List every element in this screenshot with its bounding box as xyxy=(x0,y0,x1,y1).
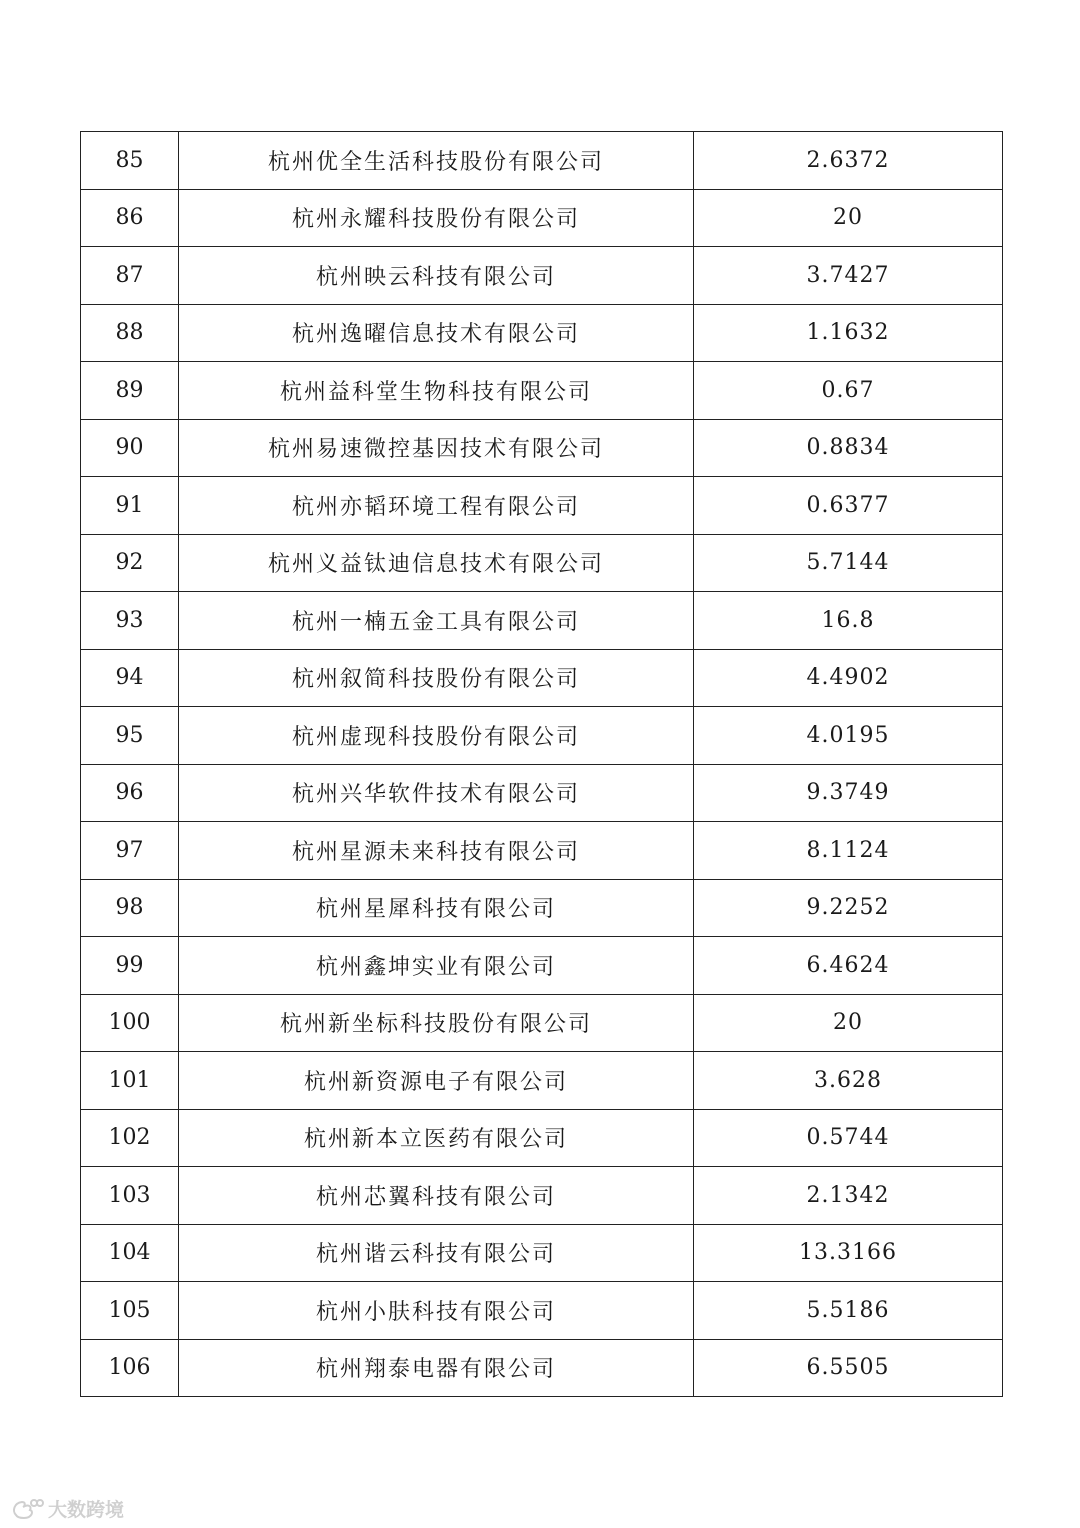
row-index-cell: 101 xyxy=(81,1052,179,1110)
row-index-cell: 91 xyxy=(81,477,179,535)
company-name-cell: 杭州星犀科技有限公司 xyxy=(179,879,694,937)
value-cell: 6.5505 xyxy=(694,1339,1003,1397)
value-cell: 1.1632 xyxy=(694,304,1003,362)
table-row xyxy=(81,707,1003,765)
value-cell: 8.1124 xyxy=(694,822,1003,880)
value-cell: 9.2252 xyxy=(694,879,1003,937)
value-cell: 0.6377 xyxy=(694,477,1003,535)
company-table xyxy=(80,131,1003,1397)
value-cell: 4.4902 xyxy=(694,649,1003,707)
table-row xyxy=(81,764,1003,822)
value-cell: 5.5186 xyxy=(694,1282,1003,1340)
value-cell: 0.5744 xyxy=(694,1109,1003,1167)
row-index-cell: 100 xyxy=(81,994,179,1052)
company-name-cell: 杭州一楠五金工具有限公司 xyxy=(179,592,694,650)
row-index-cell: 99 xyxy=(81,937,179,995)
table-row xyxy=(81,1109,1003,1167)
table-row xyxy=(81,1224,1003,1282)
row-index-cell: 92 xyxy=(81,534,179,592)
table-row xyxy=(81,419,1003,477)
row-index-cell: 96 xyxy=(81,764,179,822)
watermark-text: 大数跨境 xyxy=(48,1499,125,1521)
row-index-cell: 97 xyxy=(81,822,179,880)
table-row xyxy=(81,1282,1003,1340)
table-row xyxy=(81,362,1003,420)
row-index-cell: 95 xyxy=(81,707,179,765)
row-index-cell: 89 xyxy=(81,362,179,420)
table-row xyxy=(81,1339,1003,1397)
value-cell: 6.4624 xyxy=(694,937,1003,995)
row-index-cell: 105 xyxy=(81,1282,179,1340)
company-name-cell: 杭州小肤科技有限公司 xyxy=(179,1282,694,1340)
company-name-cell: 杭州新坐标科技股份有限公司 xyxy=(179,994,694,1052)
value-cell: 0.8834 xyxy=(694,419,1003,477)
table-row xyxy=(81,592,1003,650)
table-row xyxy=(81,994,1003,1052)
table-row xyxy=(81,1167,1003,1225)
table-row xyxy=(81,649,1003,707)
table-row xyxy=(81,937,1003,995)
row-index-cell: 94 xyxy=(81,649,179,707)
row-index-cell: 87 xyxy=(81,247,179,305)
company-name-cell: 杭州优全生活科技股份有限公司 xyxy=(179,132,694,190)
watermark xyxy=(10,1495,124,1522)
value-cell: 13.3166 xyxy=(694,1224,1003,1282)
company-name-cell: 杭州新资源电子有限公司 xyxy=(179,1052,694,1110)
company-name-cell: 杭州兴华软件技术有限公司 xyxy=(179,764,694,822)
value-cell: 2.6372 xyxy=(694,132,1003,190)
table-row xyxy=(81,477,1003,535)
row-index-cell: 98 xyxy=(81,879,179,937)
company-name-cell: 杭州永耀科技股份有限公司 xyxy=(179,189,694,247)
company-name-cell: 杭州亦韬环境工程有限公司 xyxy=(179,477,694,535)
company-name-cell: 杭州芯翼科技有限公司 xyxy=(179,1167,694,1225)
company-name-cell: 杭州易速微控基因技术有限公司 xyxy=(179,419,694,477)
value-cell: 3.7427 xyxy=(694,247,1003,305)
company-name-cell: 杭州星源未来科技有限公司 xyxy=(179,822,694,880)
table-body xyxy=(81,132,1003,1397)
row-index-cell: 104 xyxy=(81,1224,179,1282)
company-name-cell: 杭州益科堂生物科技有限公司 xyxy=(179,362,694,420)
table-row xyxy=(81,247,1003,305)
value-cell: 3.628 xyxy=(694,1052,1003,1110)
company-name-cell: 杭州鑫坤实业有限公司 xyxy=(179,937,694,995)
company-name-cell: 杭州映云科技有限公司 xyxy=(179,247,694,305)
row-index-cell: 88 xyxy=(81,304,179,362)
row-index-cell: 103 xyxy=(81,1167,179,1225)
company-name-cell: 杭州叙简科技股份有限公司 xyxy=(179,649,694,707)
row-index-cell: 102 xyxy=(81,1109,179,1167)
table-row xyxy=(81,879,1003,937)
company-name-cell: 杭州虚现科技股份有限公司 xyxy=(179,707,694,765)
table-row xyxy=(81,534,1003,592)
value-cell: 20 xyxy=(694,189,1003,247)
table-row xyxy=(81,1052,1003,1110)
company-name-cell: 杭州谐云科技有限公司 xyxy=(179,1224,694,1282)
value-cell: 5.7144 xyxy=(694,534,1003,592)
value-cell: 2.1342 xyxy=(694,1167,1003,1225)
weibo-logo-icon xyxy=(10,1497,44,1521)
value-cell: 9.3749 xyxy=(694,764,1003,822)
row-index-cell: 93 xyxy=(81,592,179,650)
value-cell: 0.67 xyxy=(694,362,1003,420)
row-index-cell: 90 xyxy=(81,419,179,477)
company-name-cell: 杭州新本立医药有限公司 xyxy=(179,1109,694,1167)
company-name-cell: 杭州逸曜信息技术有限公司 xyxy=(179,304,694,362)
company-name-cell: 杭州翔泰电器有限公司 xyxy=(179,1339,694,1397)
table-row xyxy=(81,132,1003,190)
company-name-cell: 杭州义益钛迪信息技术有限公司 xyxy=(179,534,694,592)
table-row xyxy=(81,304,1003,362)
table-row xyxy=(81,189,1003,247)
row-index-cell: 85 xyxy=(81,132,179,190)
row-index-cell: 106 xyxy=(81,1339,179,1397)
row-index-cell: 86 xyxy=(81,189,179,247)
value-cell: 4.0195 xyxy=(694,707,1003,765)
value-cell: 20 xyxy=(694,994,1003,1052)
table-row xyxy=(81,822,1003,880)
value-cell: 16.8 xyxy=(694,592,1003,650)
